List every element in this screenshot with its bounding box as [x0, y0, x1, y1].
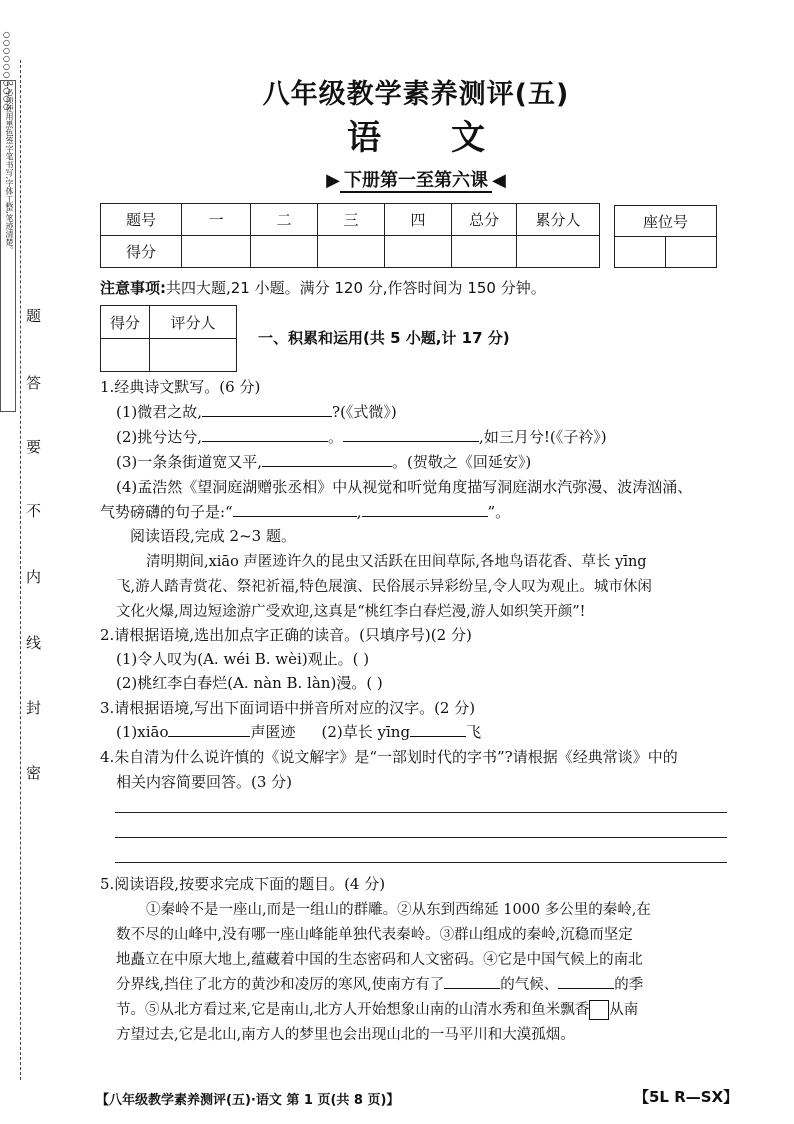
page-title: 八年级教学素养测评(五) [262, 79, 570, 110]
footer-code: 【5L R—SX】 [634, 1088, 739, 1106]
seal-char-8: 密 [26, 764, 42, 782]
passage-line: 分界线,挡住了北方的黄沙和凌厉的寒风,使南方有了 的气候、 的季 [116, 973, 643, 994]
subject-title: 语文 [347, 118, 555, 158]
question-stem: 3.请根据语境,写出下面词语中拼音所对应的汉字。(2 分) [100, 699, 476, 717]
answer-blank[interactable] [444, 974, 500, 989]
answer-blank[interactable] [343, 427, 479, 442]
score-header-cell: 四 [385, 204, 452, 236]
scope-banner [100, 166, 732, 192]
passage-line: 方望过去,它是北山,南方人的梦里也会出现山北的一马平川和大漠孤烟。 [116, 1027, 575, 1043]
seat-input-cell[interactable] [666, 237, 717, 268]
score-row-label: 得分 [101, 236, 182, 268]
answer-line[interactable] [115, 812, 727, 813]
answer-blank[interactable] [202, 427, 328, 442]
question-line: (1)xiāo 声匿迹 (2)草长 yīng 飞 [116, 723, 482, 741]
answer-blank[interactable] [362, 502, 488, 517]
seat-input-cell[interactable] [615, 237, 666, 268]
score-input-cell[interactable] [318, 236, 385, 268]
question-stem: 1.经典诗文默写。(6 分) [100, 378, 261, 396]
scope-text: 下册第一至第六课 [340, 170, 492, 193]
notice-label: 注意事项: [100, 279, 166, 297]
answer-blank[interactable] [168, 722, 250, 737]
score-header-cell: 累分人 [517, 204, 600, 236]
seal-char-7: 封 [26, 699, 42, 717]
answer-blank[interactable] [410, 722, 466, 737]
passage-line: 节。⑤从北方看过来,它是南山,北方人开始想象山南的山清水秀和鱼米飘香 从南 [116, 1002, 639, 1018]
question-stem: 4.朱自清为什么说许慎的《说文解字》是“一部划时代的字书”?请根据《经典常谈》中的 [100, 748, 678, 766]
question-line: (2)挑兮达兮, 。 ,如三月兮!(《子衿》) [116, 428, 607, 446]
notice-text: 共四大题,21 小题。满分 120 分,作答时间为 150 分钟。 [166, 279, 546, 297]
seal-char-6: 线 [26, 634, 42, 652]
binding-dots: ○○○○○○○○○○ [2, 30, 11, 110]
question-line: 气势磅礴的句子是:“ , ”。 [100, 503, 511, 521]
answer-blank[interactable] [202, 402, 332, 417]
seal-char-3: 要 [26, 438, 42, 456]
score-input-cell[interactable] [452, 236, 517, 268]
score-header-cell: 二 [251, 204, 318, 236]
binding-note: 2.必须使用黑色签字笔书写,字体工整,笔迹清楚。 [0, 80, 16, 412]
passage-intro: 阅读语段,完成 2~3 题。 [130, 527, 296, 545]
score-header-cell: 一 [182, 204, 251, 236]
grader-name-cell[interactable] [150, 339, 237, 372]
arrow-right-icon: ▶ [326, 170, 340, 191]
passage-line: 清明期间,xiāo 声匿迹许久的昆虫又活跃在田间草际,各地鸟语花香、草长 yīng [146, 554, 647, 570]
grader-score-label: 得分 [101, 306, 150, 339]
question-line: (1)令人叹为(A. wéi B. wèi)观止。( ) [116, 650, 370, 668]
punctuation-box[interactable] [589, 1000, 609, 1020]
passage-line: ①秦岭不是一座山,而是一组山的群雕。②从东到西绵延 1000 多公里的秦岭,在 [146, 902, 651, 918]
passage-line: 文化火爆,周边短途游广受欢迎,这真是“桃红李白春烂漫,游人如织笑开颜”! [116, 604, 586, 620]
score-table [100, 203, 600, 268]
passage-line: 数不尽的山峰中,没有哪一座山峰能单独代表秦岭。③群山组成的秦岭,沉稳而坚定 [116, 927, 633, 943]
answer-blank[interactable] [233, 502, 357, 517]
score-input-cell[interactable] [182, 236, 251, 268]
grader-score-cell[interactable] [101, 339, 150, 372]
question-stem: 2.请根据语境,选出加点字正确的读音。(只填序号)(2 分) [100, 626, 472, 644]
seal-line [20, 60, 21, 1080]
grader-name-label: 评分人 [150, 306, 237, 339]
section-title: 一、积累和运用(共 5 小题,计 17 分) [258, 329, 510, 347]
seat-table [614, 205, 717, 268]
grader-table [100, 305, 237, 372]
seal-char-5: 内 [26, 568, 42, 586]
score-header-cell: 总分 [452, 204, 517, 236]
passage-line: 地矗立在中原大地上,蕴藏着中国的生态密码和人文密码。④它是中国气候上的南北 [116, 952, 643, 968]
answer-blank[interactable] [558, 974, 614, 989]
question-line: (1)微君之故, ?(《式微》) [116, 403, 397, 421]
seal-char-1: 题 [26, 307, 42, 325]
score-header-cell: 题号 [101, 204, 182, 236]
score-input-cell[interactable] [251, 236, 318, 268]
question-line: (4)孟浩然《望洞庭湖赠张丞相》中从视觉和听觉角度描写洞庭湖水汽弥漫、波涛汹涌、 [116, 478, 693, 496]
arrow-left-icon: ◀ [492, 170, 506, 191]
answer-line[interactable] [115, 862, 727, 863]
seal-char-4: 不 [26, 502, 42, 520]
question-line: 相关内容简要回答。(3 分) [116, 773, 293, 791]
answer-blank[interactable] [262, 452, 392, 467]
question-stem: 5.阅读语段,按要求完成下面的题目。(4 分) [100, 875, 386, 893]
answer-line[interactable] [115, 837, 727, 838]
score-input-cell[interactable] [385, 236, 452, 268]
notice [100, 277, 546, 298]
binding-margin [0, 0, 60, 1124]
passage-line: 飞,游人踏青赏花、祭祀祈福,特色展演、民俗展示异彩纷呈,令人叹为观止。城市休闲 [116, 579, 652, 595]
question-line: (3)一条条街道宽又平, 。(贺敬之《回延安》) [116, 453, 532, 471]
seat-label: 座位号 [615, 206, 717, 237]
seal-char-2: 答 [26, 374, 42, 392]
question-line: (2)桃红李白春烂(A. nàn B. làn)漫。( ) [116, 674, 383, 692]
score-input-cell[interactable] [517, 236, 600, 268]
footer-page-info: 【八年级教学素养测评(五)·语文 第 1 页(共 8 页)】 [96, 1093, 400, 1108]
score-header-cell: 三 [318, 204, 385, 236]
